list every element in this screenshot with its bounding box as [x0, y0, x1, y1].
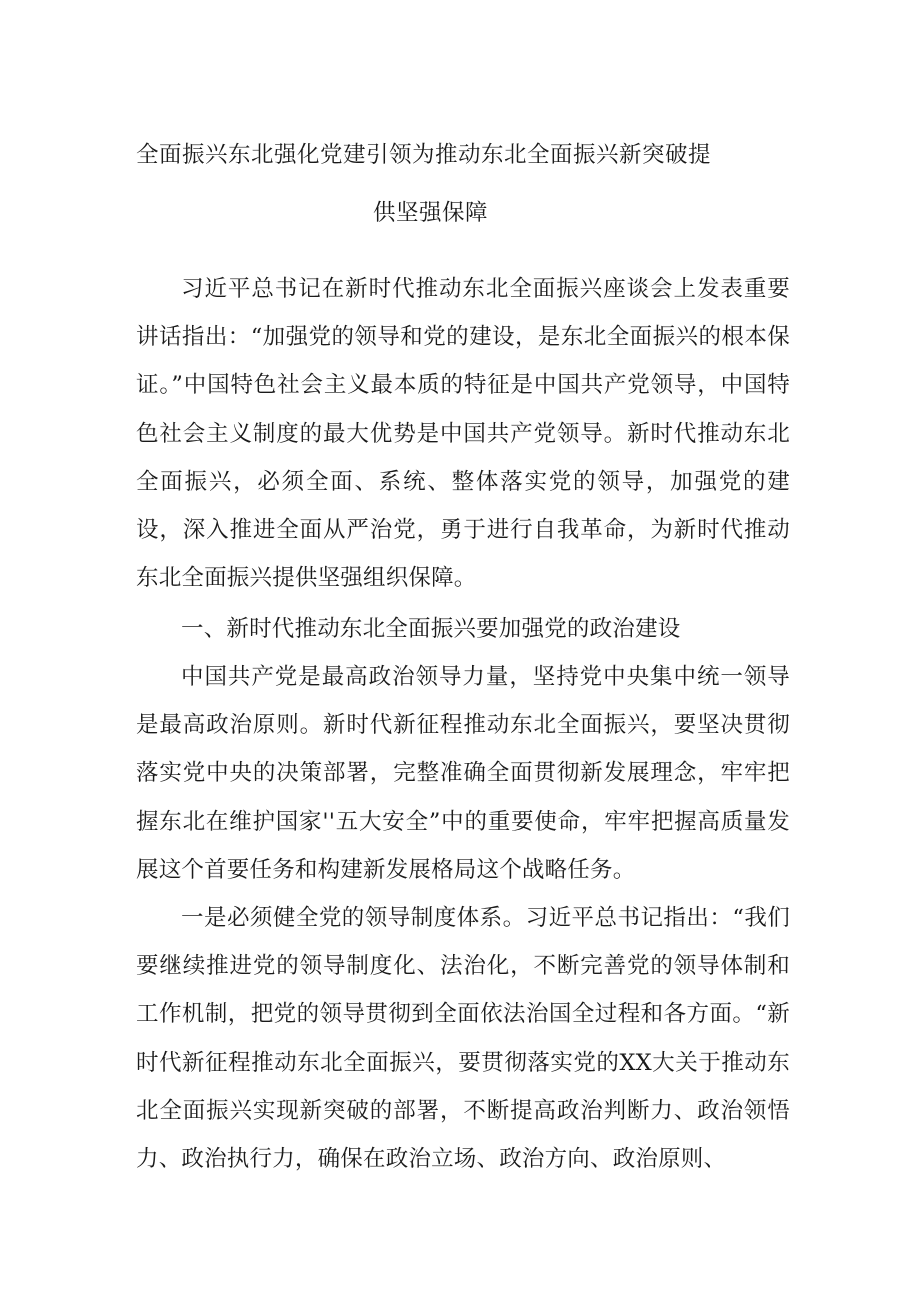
section-heading-1: 一、新时代推动东北全面振兴要加强党的政治建设 — [181, 616, 681, 642]
paragraph-intro: 习近平总书记在新时代推动东北全面振兴座谈会上发表重要讲话指出：“加强党的领导和党的建设，是东北全面振兴的根本保证。”中国特色社会主义最本质的特征是中国共产党领导，中国特色社会主义制度的最大优势是中国共产党领导。新时代推动东北全面振兴，必须全面、系统、整体落实党的领导，加强党的建设，深入推进全面从严治党，勇于进行自我革命，为新时代推动东北全面振兴提供坚强组织保障。 — [136, 276, 790, 592]
paragraph-point-1: 一是必须健全党的领导制度体系。习近平总书记指出：“我们要继续推进党的领导制度化、法治化，不断完善党的领导体制和工作机制，把党的领导贯彻到全面依法治国全过程和各方面。“新时代新征程推动东北全面振兴，要贯彻落实党的XX大关于推动东北全面振兴实现新突破的部署，不断提高政治判断力、政治领悟力、政治执行力，确保在政治立场、政治方向、政治原则、 — [136, 905, 790, 1173]
document-title-line-2: 供坚强保障 — [373, 200, 489, 226]
paragraph-section-1: 中国共产党是最高政治领导力量，坚持党中央集中统一领导是最高政治原则。新时代新征程推动东北全面振兴，要坚决贯彻落实党中央的决策部署，完整准确全面贯彻新发展理念，牢牢把握东北在维护国家''五大安全”中的重要使命，牢牢把握高质量发展这个首要任务和构建新发展格局这个战略任务。 — [136, 664, 790, 883]
document-title-line-1: 全面振兴东北强化党建引领为推动东北全面振兴新突破提 — [136, 142, 712, 168]
